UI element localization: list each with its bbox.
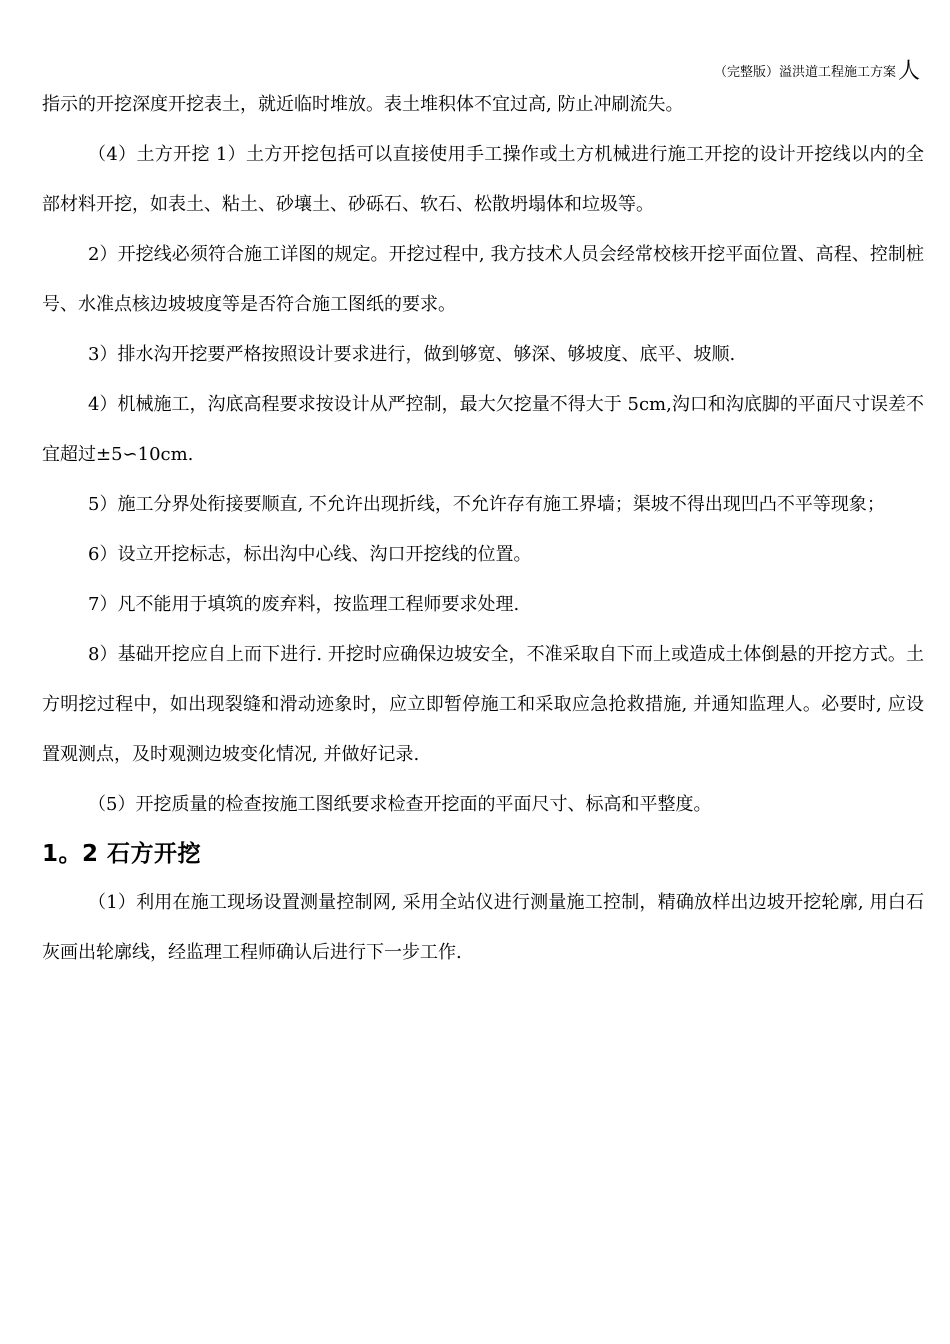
paragraph-9: （5）开挖质量的检查按施工图纸要求检查开挖面的平面尺寸、标高和平整度。 [88,794,712,815]
paragraph-10: （1）利用在施工现场设置测量控制网, 采用全站仪进行测量施工控制，精确放样出边坡开挖轮廓, 用白石灰画出轮廓线，经监理工程师确认后进行下一步工作. [42,892,924,963]
paragraph-6: 6）设立开挖标志，标出沟中心线、沟口开挖线的位置。 [88,544,532,565]
paragraph-2: 2）开挖线必须符合施工详图的规定。开挖过程中, 我方技术人员会经常校核开挖平面位置、高程、控制桩号、水准点核边坡坡度等是否符合施工图纸的要求。 [42,244,924,315]
paragraph-0: 指示的开挖深度开挖表土，就近临时堆放。表土堆积体不宜过高, 防止冲刷流失。 [42,94,684,115]
document-body [42,80,924,978]
paragraph-3: 3）排水沟开挖要严格按照设计要求进行，做到够宽、够深、够坡度、底平、坡顺. [88,344,736,365]
header-mark: 人 [897,59,920,84]
paragraph-8: 8）基础开挖应自上而下进行. 开挖时应确保边坡安全，不准采取自下而上或造成土体倒悬的开挖方式。土方明挖过程中，如出现裂缝和滑动迹象时，应立即暂停施工和采取应急抢救措施, 并通知监理人。必要时, 应设置观测点，及时观测边坡变化情况, 并做好记录. [42,644,924,765]
header-title: （完整版）溢洪道工程施工方案 [713,65,896,80]
section-heading: 1。2 石方开挖 [42,841,202,867]
paragraph-4: 4）机械施工，沟底高程要求按设计从严控制，最大欠挖量不得大于 5cm,沟口和沟底脚的平面尺寸误差不宜超过±5∽10cm. [42,394,924,465]
paragraph-7: 7）凡不能用于填筑的废弃料，按监理工程师要求处理. [88,594,520,615]
paragraph-5: 5）施工分界处衔接要顺直, 不允许出现折线，不允许存有施工界墙；渠坡不得出现凹凸不平等现象； [88,494,885,515]
paragraph-1: （4）土方开挖 1）土方开挖包括可以直接使用手工操作或土方机械进行施工开挖的设计开挖线以内的全部材料开挖，如表土、粘土、砂壤土、砂砾石、软石、松散坍塌体和垃圾等。 [42,144,924,215]
